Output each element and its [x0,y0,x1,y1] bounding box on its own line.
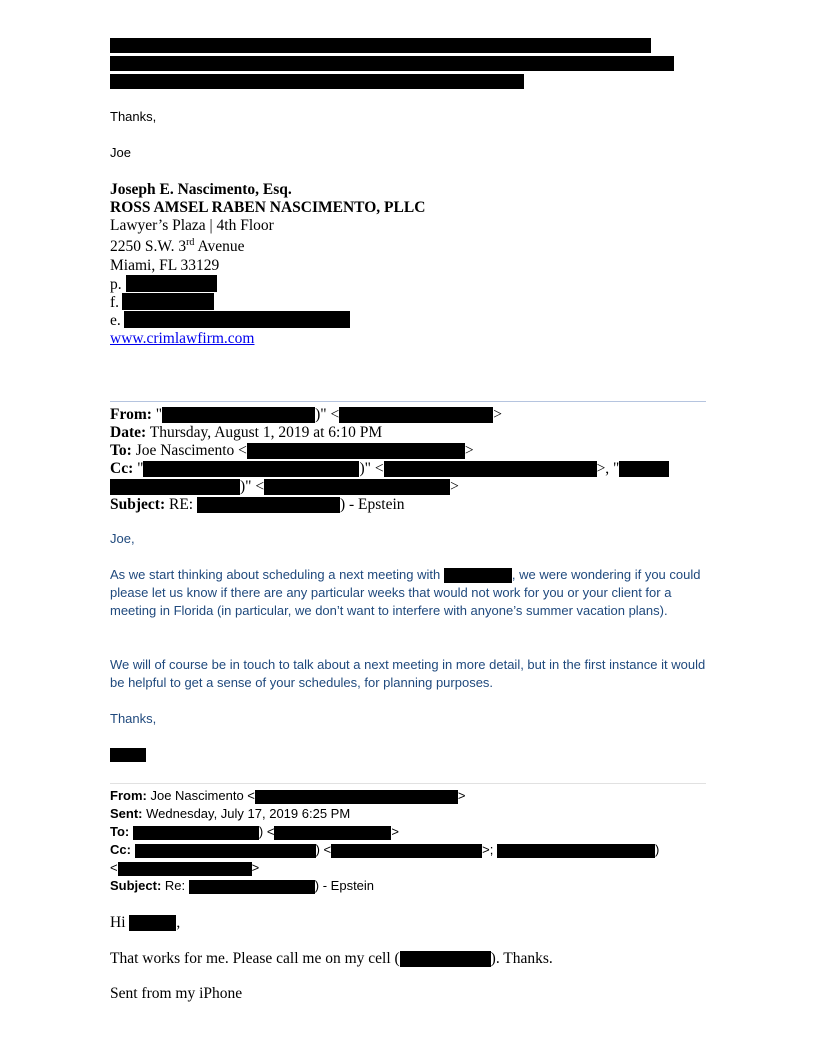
header1-to: To: Joe Nascimento < > [110,442,474,459]
redaction-bar [110,38,651,53]
email1-paragraph-2: We will of course be in touch to talk about a next meeting in more detail, but in the first instance it would be helpful to get a sense of your schedules, for planning purposes. [110,657,706,690]
redaction-box [384,461,597,477]
redaction-box [400,951,491,967]
signature-website-link[interactable]: www.crimlawfirm.com [110,330,255,347]
signature-street: 2250 S.W. 3rd Avenue [110,236,245,255]
redaction-box [255,790,458,804]
redacted-email [124,311,350,328]
redaction-box [197,497,340,513]
redaction-box [331,844,482,858]
signature-firm: ROSS AMSEL RABEN NASCIMENTO, PLLC [110,199,426,216]
redaction-box [497,844,655,858]
redaction-box [444,568,512,583]
redaction-box [247,443,465,459]
redaction-bar [110,74,524,89]
redaction-box [162,407,315,423]
signature-email: e. [110,312,121,329]
redaction-bar [110,56,674,71]
redaction-box [143,461,359,477]
redaction-box [110,479,240,495]
redaction-box [339,407,493,423]
header1-date: Date: Thursday, August 1, 2019 at 6:10 PM [110,424,383,441]
email2-greeting: Hi , [110,914,181,931]
header2-subject: Subject: Re: ) - Epstein [110,878,375,893]
redaction-box [118,862,252,876]
signature-fax: f. [110,294,120,311]
signature-city: Miami, FL 33129 [110,257,220,274]
redaction-box [133,826,259,840]
redacted-signoff [110,748,146,762]
header1-subject: Subject: RE: ) - Epstein [110,496,405,513]
header2-to: To: ) < > [110,824,400,839]
redaction-box [619,461,669,477]
header1-cc-cont: )" < > [110,478,459,496]
signature-phone: p. [110,276,122,293]
reply-signoff-name: Joe [110,145,131,160]
redacted-fax [122,293,214,310]
email1-thanks: Thanks, [110,711,157,726]
header1-from: From: " )" < > [110,406,502,423]
header2-cc: Cc: ) < >; ) [110,842,660,857]
header2-sent: Sent: Wednesday, July 17, 2019 6:25 PM [110,806,351,821]
redaction-box [274,826,391,840]
header-divider [110,401,706,402]
header2-from: From: Joe Nascimento < > [110,788,466,803]
header1-cc: Cc: " )" < >, " [110,460,669,478]
signature-building: Lawyer’s Plaza | 4th Floor [110,217,274,234]
email1-paragraph-1: As we start thinking about scheduling a next meeting with , we were wondering if you could please let us know if there are any particular weeks that would not work for you or your client for a meeting in Florida (in particular, we don’t want to interfere with anyone’s summer vacation plans). [110,567,701,618]
email1-greeting: Joe, [110,531,135,546]
signature-name: Joseph E. Nascimento, Esq. [110,181,292,198]
redaction-box [264,479,450,495]
email2-body: That works for me. Please call me on my cell ( ). Thanks. [110,950,553,967]
redacted-phone [126,275,217,292]
redaction-box [135,844,316,858]
email2-footer: Sent from my iPhone [110,985,243,1002]
header-divider [110,783,706,784]
redaction-box [129,915,176,931]
reply-thanks: Thanks, [110,109,157,124]
redaction-box [189,880,315,894]
header2-cc-cont: < > [110,860,260,875]
